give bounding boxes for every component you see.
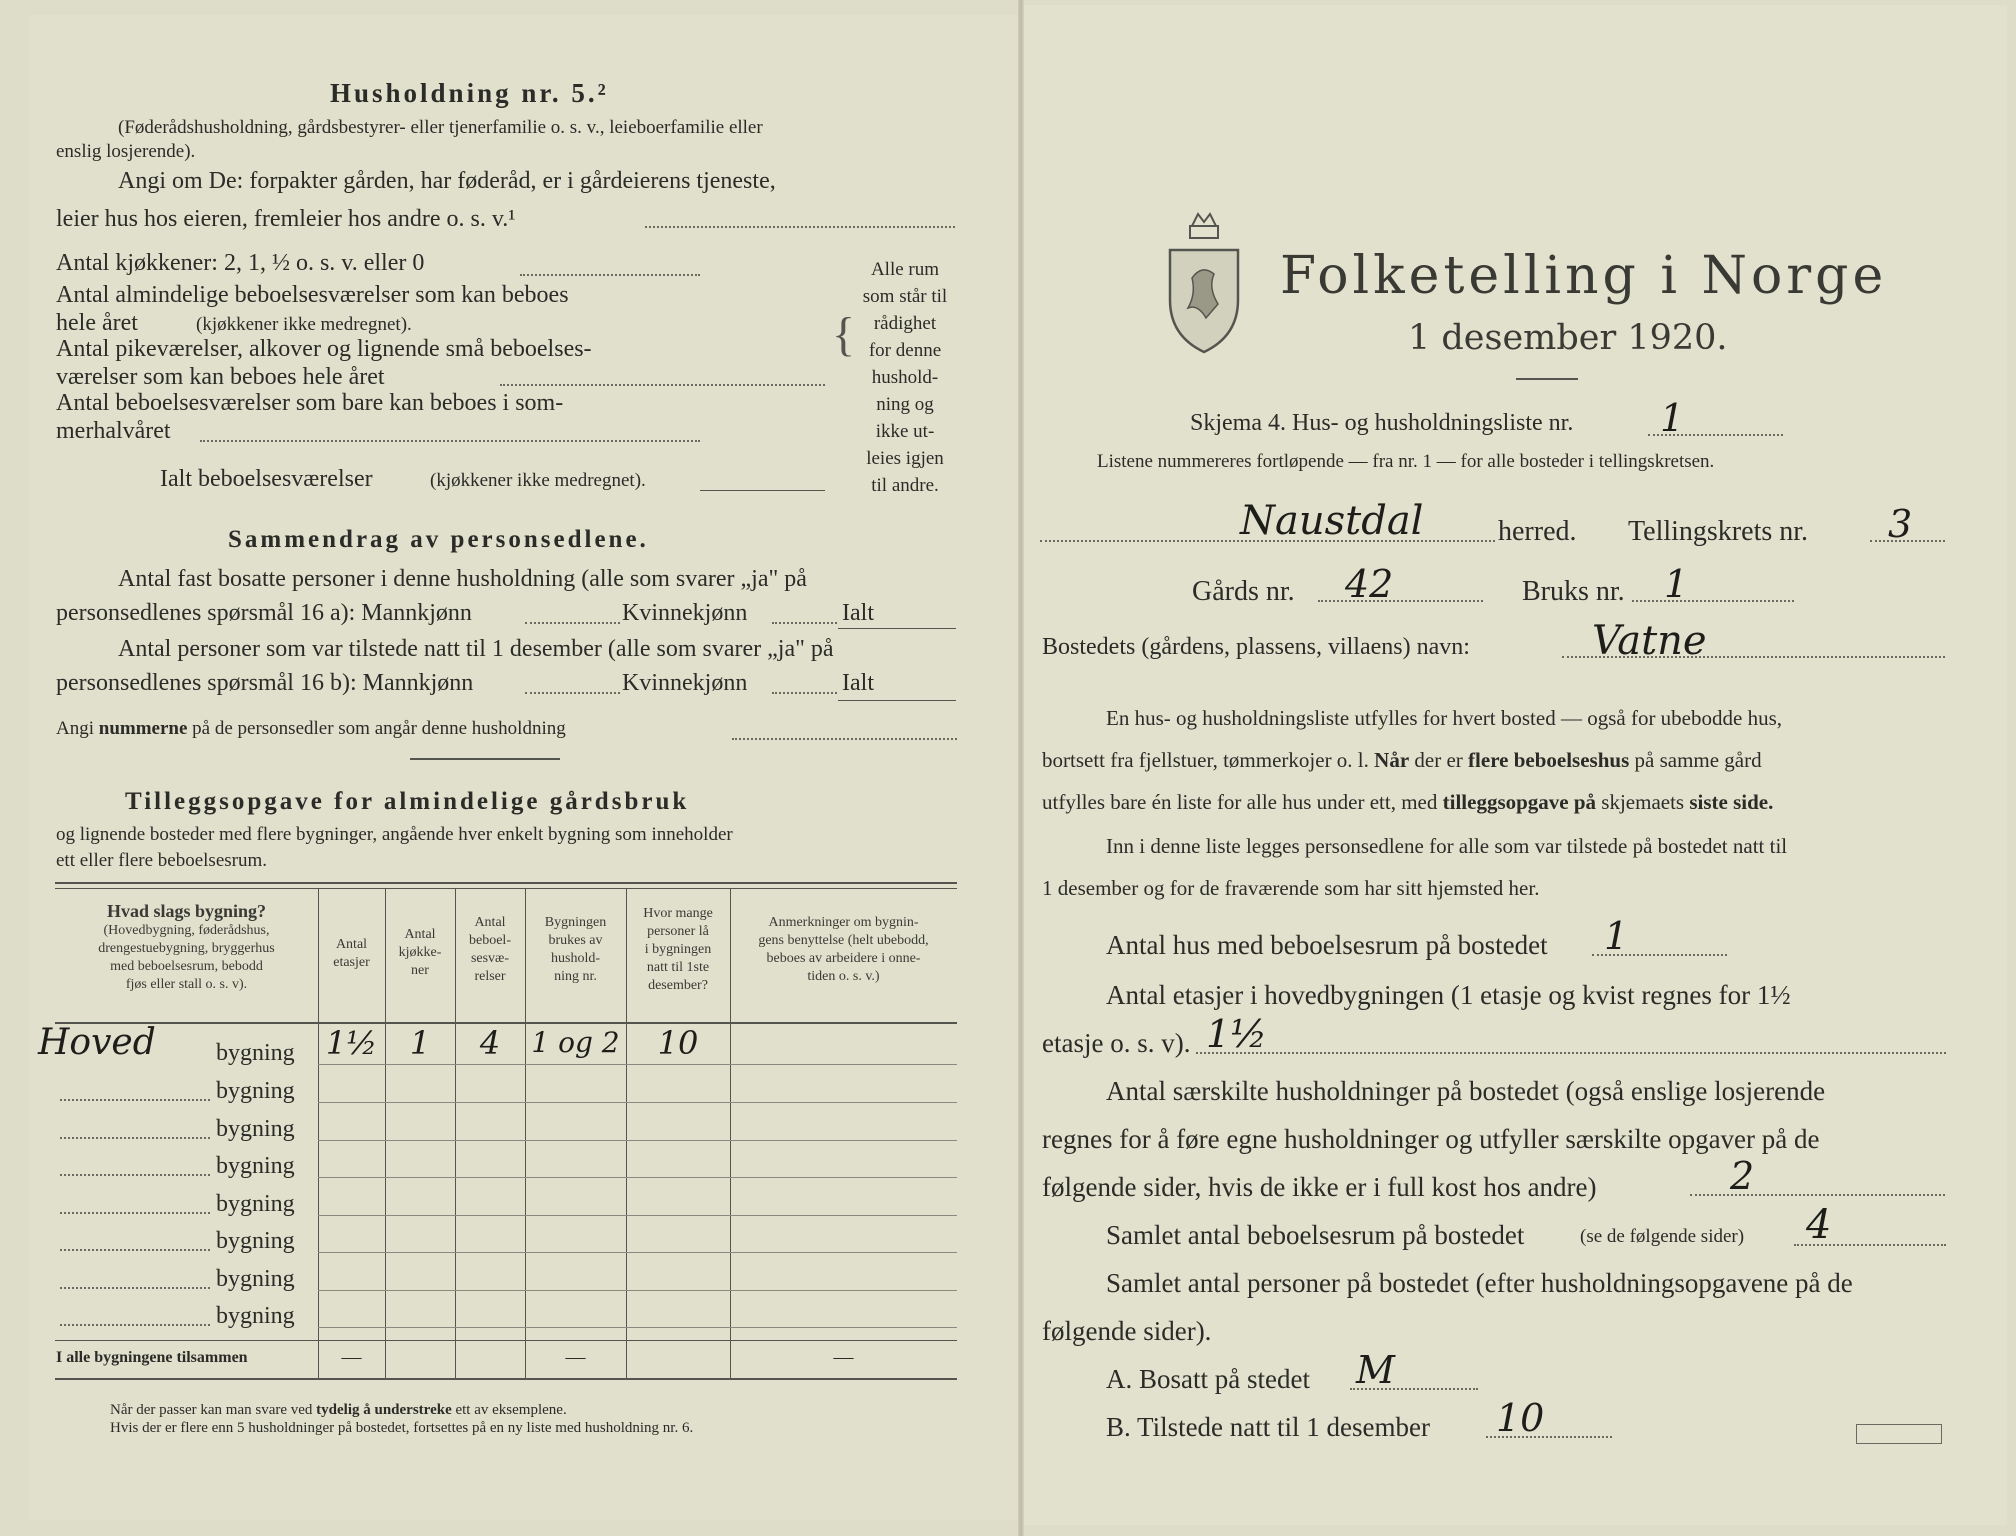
instr-text: der er — [1414, 748, 1463, 772]
side-note-line: til andre. — [871, 475, 939, 496]
hus-value: 1 — [1604, 914, 1629, 958]
tilstede-field — [1486, 1436, 1612, 1438]
etasjer-line-2: etasje o. s. v). — [1042, 1028, 1191, 1058]
table-header-building — [55, 900, 318, 994]
summary-b-line-1: Antal personer som var tilstede natt til 1 desember (alle som svarer „ja" på — [118, 636, 834, 662]
table-header-line: beboel- — [469, 933, 511, 948]
angi-line-1: Angi om De: forpakter gården, har føderåd, er i gårdeierens tjeneste, — [118, 168, 776, 194]
hus-label: Antal hus med beboelsesrum på bostedet — [1106, 930, 1548, 960]
table-header-line: brukes av — [548, 933, 603, 948]
table-header-line: etasjer — [333, 955, 370, 970]
intro-line-2: enslig losjerende). — [56, 141, 196, 162]
instr-2-line-1: Inn i denne liste legges personsedlene for alle som var tilstede på bostedet natt til — [1106, 834, 1788, 858]
table-header-line: i bygningen — [644, 942, 712, 957]
table-row-label: bygning — [216, 1266, 295, 1292]
etasjer-line-1: Antal etasjer i hovedbygningen (1 etasje og kvist regnes for 1½ — [1106, 980, 1791, 1010]
rooms-small-dots — [500, 384, 825, 386]
rooms-kitchens: Antal kjøkkener: 2, 1, ½ o. s. v. eller 0 — [56, 250, 425, 276]
husholdninger-line-1: Antal særskilte husholdninger på bostedet (også enslige losjerende — [1106, 1076, 1826, 1106]
table-header-line: natt til 1ste — [646, 960, 710, 975]
brace: { — [832, 308, 856, 361]
instr-text: bortsett fra fjellstuer, tømmerkojer o. l. — [1042, 748, 1369, 772]
table-top-border — [55, 882, 957, 884]
instr-bold: tilleggsopgave på — [1442, 790, 1597, 814]
table-row-label: bygning — [216, 1228, 295, 1254]
table-header-line: ner — [411, 963, 429, 978]
tilstede-value: 10 — [1496, 1396, 1545, 1440]
table-row-label: bygning — [216, 1153, 295, 1179]
angi-answer-line — [645, 226, 955, 228]
table-header-line: fjøs eller stall o. s. v). — [125, 977, 248, 992]
coat-of-arms-icon — [1162, 208, 1246, 354]
bosatt-value: M — [1356, 1348, 1395, 1392]
bosted-field — [1562, 656, 1945, 658]
table-header-rooms — [455, 914, 525, 986]
angi-nummerne-field — [732, 738, 957, 740]
row1-floors: 1½ — [325, 1024, 378, 1062]
row-line — [318, 1290, 957, 1291]
bruks-label: Bruks nr. — [1522, 576, 1625, 607]
samlet-pers-line-2: følgende sider). — [1042, 1316, 1212, 1346]
bosted-value: Vatne — [1592, 618, 1707, 664]
table-header-line: beboes av arbeidere i onne- — [766, 951, 921, 966]
row-dots — [60, 1174, 210, 1176]
row-dots — [60, 1099, 210, 1101]
krets-label: Tellingskrets nr. — [1628, 516, 1809, 547]
table-total-top — [55, 1340, 957, 1341]
samlet-rum-value: 4 — [1806, 1202, 1832, 1248]
rooms-small-2: værelser som kan beboes hele året — [56, 364, 385, 390]
summary-a-line-1: Antal fast bosatte personer i denne husholdning (alle som svarer „ja" på — [118, 566, 807, 592]
husholdninger-line-3: følgende sider, hvis de ikke er i full kost hos andre) — [1042, 1172, 1597, 1202]
instr-1-line-2 — [1042, 748, 1762, 773]
table-header-line: Antal — [474, 915, 506, 930]
bosatt-label: A. Bosatt på stedet — [1106, 1364, 1310, 1394]
angi-line-2: leier hus hos eieren, fremleier hos andre o. s. v.¹ — [56, 206, 516, 232]
table-header-line: Bygningen — [544, 915, 607, 930]
row-dots — [60, 1212, 210, 1214]
rooms-ordinary-note: (kjøkkener ikke medregnet). — [196, 314, 412, 335]
summary-a-male-field — [525, 622, 620, 624]
instr-2-line-2: 1 desember og for de fraværende som har sitt hjemsted her. — [1042, 876, 1540, 900]
rooms-summer-1: Antal beboelsesværelser som bare kan beboes i som- — [56, 390, 564, 416]
side-note-line: hushold- — [871, 367, 939, 388]
side-note-line: ning og — [876, 394, 934, 415]
listene-note: Listene nummereres fortløpende — fra nr. 1 — for alle bosteder i tellingskretsen. — [1097, 451, 1715, 472]
side-note-line: Alle rum — [870, 259, 940, 280]
herred-label: herred. — [1498, 516, 1577, 547]
rooms-small-1: Antal pikeværelser, alkover og lignende små beboelses- — [56, 336, 592, 362]
row-line — [318, 1177, 957, 1178]
summary-b-female-field — [772, 692, 837, 694]
row-line — [318, 1327, 957, 1328]
footnote-2: Hvis der er flere enn 5 husholdninger på bostedet, fortsettes på en ny liste med husholdning nr. 6. — [110, 1420, 694, 1436]
tillegg-title: Tilleggsopgave for almindelige gårdsbruk — [125, 788, 690, 815]
herred-field — [1040, 540, 1495, 542]
separator — [410, 758, 560, 760]
rooms-summer-2: merhalvåret — [56, 418, 171, 444]
side-note — [850, 256, 960, 499]
angi-nummerne — [56, 718, 566, 740]
side-note-line: for denne — [868, 340, 942, 361]
title-rule — [1516, 378, 1578, 380]
intro-line-1: (Føderådshusholdning, gårdsbestyrer- eller tjenerfamilie o. s. v., leieboerfamilie eller — [118, 117, 763, 138]
page-fold — [1018, 0, 1024, 1536]
table-header-line: Anmerkninger om bygnin- — [768, 915, 919, 930]
table-header-persons — [626, 905, 730, 995]
footnote-1-bold: tydelig å understreke — [316, 1402, 452, 1418]
husholdninger-value: 2 — [1730, 1154, 1755, 1198]
summary-b-male-field — [525, 692, 620, 694]
rooms-total: Ialt beboelsesværelser — [160, 466, 373, 492]
table-header-building-bold: Hvad slags bygning? — [106, 901, 267, 921]
herred-value: Naustdal — [1240, 498, 1424, 544]
table-row-label: bygning — [216, 1116, 295, 1142]
rooms-total-line — [700, 490, 825, 491]
table-header-line: Antal — [404, 927, 436, 942]
table-row-label: bygning — [216, 1303, 295, 1329]
summary-b-line-2: personsedlenes spørsmål 16 b): Mannkjønn — [56, 670, 474, 696]
bruks-value: 1 — [1664, 562, 1689, 606]
summary-title: Sammendrag av personsedlene. — [228, 526, 649, 553]
table-header-line: kjøkke- — [398, 945, 442, 960]
husholdninger-field — [1690, 1194, 1945, 1196]
total-dash: — — [833, 1346, 854, 1368]
bosatt-field — [1350, 1388, 1478, 1390]
table-row-label: bygning — [216, 1191, 295, 1217]
table-total-label: I alle bygningene tilsammen — [56, 1349, 248, 1366]
angi-nummerne-pre: Angi — [56, 718, 94, 739]
footnote-1-post: ett av eksemplene. — [455, 1402, 567, 1418]
skjema-label: Skjema 4. Hus- og husholdningsliste nr. — [1190, 410, 1574, 436]
gards-label: Gårds nr. — [1192, 576, 1295, 607]
tilstede-label: B. Tilstede natt til 1 desember — [1106, 1412, 1430, 1442]
table-header-line: med beboelsesrum, bebodd — [110, 959, 263, 974]
row-line — [318, 1215, 957, 1216]
row1-household: 1 og 2 — [531, 1026, 620, 1059]
table-header-line: personer lå — [647, 924, 709, 939]
table-header-line: Antal — [335, 937, 368, 952]
total-dash: — — [565, 1346, 586, 1368]
instr-1-line-1: En hus- og husholdningsliste utfylles for hvert bosted — også for ubebodde hus, — [1106, 706, 1782, 730]
angi-nummerne-post: på de personsedler som angår denne husholdning — [192, 718, 566, 739]
table-header-floors — [318, 936, 385, 972]
table-header-line: sesvæ- — [470, 951, 510, 966]
row-line — [318, 1252, 957, 1253]
summary-a-female-label: Kvinnekjønn — [622, 600, 748, 626]
gards-field — [1318, 600, 1483, 602]
rooms-total-note: (kjøkkener ikke medregnet). — [430, 470, 646, 491]
table-header-line: tiden o. s. v.) — [807, 969, 880, 984]
table-header-kitchens — [385, 926, 455, 980]
table-header-line: desember? — [648, 978, 708, 993]
table-header-line: gens benyttelse (helt ubebodd, — [758, 933, 929, 948]
angi-nummerne-bold: nummerne — [98, 718, 188, 739]
table-row-label: bygning — [216, 1040, 295, 1066]
table-header-remarks — [730, 914, 957, 986]
printer-stamp-icon — [1856, 1424, 1942, 1444]
table-row-label: bygning — [216, 1078, 295, 1104]
instr-text: utfylles bare én liste for alle hus under ett, med — [1042, 790, 1438, 814]
household-title: Husholdning nr. 5.² — [330, 78, 609, 108]
rooms-summer-dots — [200, 440, 700, 442]
samlet-pers-line-1: Samlet antal personer på bostedet (efter husholdningsopgavene på de — [1106, 1268, 1853, 1298]
instr-text: skjemaets — [1601, 790, 1685, 814]
table-bottom-border — [55, 1378, 957, 1380]
summary-b-total-label: Ialt — [842, 670, 874, 696]
row1-rooms: 4 — [479, 1024, 501, 1062]
instr-bold: flere beboelseshus — [1468, 748, 1630, 772]
summary-b-total-line — [838, 700, 956, 701]
skjema-value: 1 — [1660, 396, 1685, 440]
bosted-label: Bostedets (gårdens, plassens, villaens) navn: — [1042, 634, 1470, 660]
row-dots — [60, 1287, 210, 1289]
table-header-line: hushold- — [551, 951, 600, 966]
summary-b-female-label: Kvinnekjønn — [622, 670, 748, 696]
krets-field — [1870, 540, 1945, 542]
summary-a-total-label: Ialt — [842, 600, 874, 626]
rooms-ordinary-1: Antal almindelige beboelsesværelser som kan beboes — [56, 282, 569, 308]
row-line — [318, 1102, 957, 1103]
side-note-line: som står til — [862, 286, 948, 307]
krets-value: 3 — [1888, 502, 1913, 546]
census-date: 1 desember 1920. — [1408, 318, 1728, 358]
summary-a-line-2: personsedlenes spørsmål 16 a): Mannkjønn — [56, 600, 472, 626]
table-header-line: ning nr. — [554, 969, 597, 984]
rooms-ordinary-2: hele året — [56, 310, 138, 336]
row1-kind: Hoved — [38, 1022, 156, 1063]
etasjer-field — [1196, 1052, 1946, 1054]
table-header-household — [525, 914, 626, 986]
row1-kitchens: 1 — [409, 1024, 431, 1062]
table-header-line: (Hovedbygning, føderådshus, — [103, 923, 270, 938]
samlet-rum-note: (se de følgende sider) — [1580, 1226, 1745, 1247]
skjema-field — [1648, 434, 1783, 436]
row-dots — [60, 1137, 210, 1139]
rooms-kitchens-dots — [520, 274, 700, 276]
hus-field — [1592, 954, 1727, 956]
samlet-rum-field — [1794, 1244, 1946, 1246]
side-note-line: leies igjen — [866, 448, 944, 469]
row-dots — [60, 1249, 210, 1251]
table-top-border-2 — [55, 888, 957, 889]
footnote-1-pre: Når der passer kan man svare ved — [110, 1402, 313, 1418]
total-dash: — — [341, 1346, 362, 1368]
instr-bold: siste side. — [1689, 790, 1774, 814]
summary-a-total-line — [838, 628, 956, 629]
husholdninger-line-2: regnes for å føre egne husholdninger og utfyller særskilte opgaver på de — [1042, 1124, 1820, 1154]
side-note-line: rådighet — [873, 313, 937, 334]
summary-a-female-field — [772, 622, 837, 624]
gards-value: 42 — [1345, 562, 1394, 606]
instr-text: på samme gård — [1634, 748, 1762, 772]
table-header-line: relser — [474, 969, 506, 984]
instr-1-line-3 — [1042, 790, 1773, 815]
samlet-rum-label: Samlet antal beboelsesrum på bostedet — [1106, 1220, 1525, 1250]
row-line — [318, 1140, 957, 1141]
table-header-line: drengestuebygning, bryggerhus — [98, 941, 275, 956]
row-line — [318, 1064, 957, 1065]
tillegg-line-2: ett eller flere beboelsesrum. — [56, 850, 268, 871]
footnote-1 — [110, 1402, 567, 1419]
etasjer-value: 1½ — [1206, 1012, 1268, 1056]
row-dots — [60, 1324, 210, 1326]
table-header-line: Hvor mange — [643, 906, 713, 921]
bruks-field — [1632, 600, 1794, 602]
tillegg-line-1: og lignende bosteder med flere bygninger, angående hver enkelt bygning som inneholder — [56, 824, 733, 845]
instr-bold: Når — [1374, 748, 1410, 772]
side-note-line: ikke ut- — [875, 421, 935, 442]
row1-persons: 10 — [657, 1024, 699, 1062]
census-title: Folketelling i Norge — [1280, 246, 1888, 306]
